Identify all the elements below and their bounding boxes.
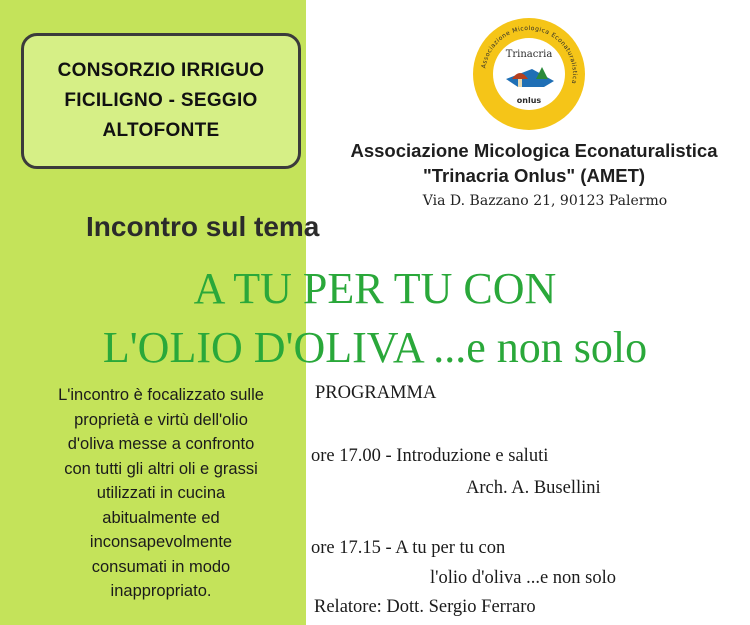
description-line: proprietà e virtù dell'olio xyxy=(74,410,248,429)
consortium-box xyxy=(21,33,301,169)
program-item-2-topic: l'olio d'oliva ...e non solo xyxy=(430,568,617,588)
description-line: inconsapevolmente xyxy=(89,533,233,551)
description-line: d'oliva messe a confronto xyxy=(67,435,255,453)
description-line: L'incontro è focalizzato sulle xyxy=(58,386,264,404)
description-line: utilizzati in cucina xyxy=(96,484,226,502)
association-address: Via D. Bazzano 21, 90123 Palermo xyxy=(422,193,668,209)
logo-subname: onlus xyxy=(516,96,542,105)
program-item-1-person: Arch. A. Busellini xyxy=(466,478,601,498)
description-line: consumati in modo xyxy=(91,557,231,576)
event-description xyxy=(30,383,292,604)
description-line: inappropriato. xyxy=(110,582,212,600)
program-item-2-time: ore 17.15 - A tu per tu con xyxy=(311,538,506,558)
logo-name: Trinacria xyxy=(505,49,553,60)
association-subtitle: "Trinacria Onlus" (AMET) xyxy=(422,165,646,186)
meeting-label: Incontro sul tema xyxy=(86,211,320,242)
event-title-line-1: A TU PER TU CON xyxy=(193,264,557,313)
description-line: abitualmente ed xyxy=(102,508,220,527)
program-item-1-time: ore 17.00 - Introduzione e saluti xyxy=(311,446,549,466)
consortium-line-3: ALTOFONTE xyxy=(102,120,220,141)
description-line: con tutti gli altri oli e grassi xyxy=(64,459,258,478)
event-title-line-2: L'OLIO D'OLIVA ...e non solo xyxy=(102,323,648,372)
consortium-line-1: CONSORZIO IRRIGUO xyxy=(57,60,265,81)
program-heading: PROGRAMMA xyxy=(315,383,437,403)
consortium-line-2: FICILIGNO - SEGGIO xyxy=(64,90,258,111)
program-item-2-speaker: Relatore: Dott. Sergio Ferraro xyxy=(314,597,536,617)
association-name: Associazione Micologica Econaturalistica xyxy=(350,140,718,161)
trinacria-logo xyxy=(472,17,586,131)
logo-ring-text: Associazione Micologica Econaturalistica xyxy=(480,24,579,85)
